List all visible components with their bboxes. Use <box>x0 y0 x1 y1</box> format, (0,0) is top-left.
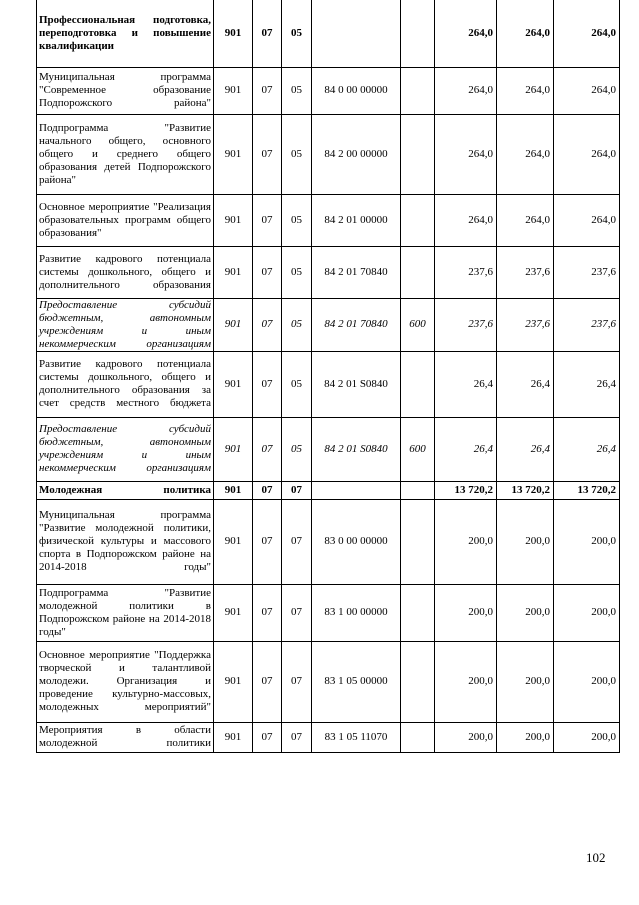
row-sum-1-cell: 264,0 <box>435 114 497 194</box>
row-sum-2-cell: 200,0 <box>497 584 554 641</box>
row-csr-cell: 83 1 05 00000 <box>312 641 401 722</box>
table-row <box>37 246 620 298</box>
row-csr-cell: 84 2 01 70840 <box>312 246 401 298</box>
row-sum-3-cell: 13 720,2 <box>554 481 620 499</box>
row-sum-1-cell: 237,6 <box>435 246 497 298</box>
row-razdel-cell: 07 <box>253 641 282 722</box>
table-row <box>37 641 620 722</box>
row-name-cell: Муниципальная программа "Современное образование Подпорожского района" <box>37 67 214 114</box>
row-sum-2-cell: 200,0 <box>497 722 554 752</box>
row-vr-cell <box>401 194 435 246</box>
row-sum-3-cell: 26,4 <box>554 417 620 481</box>
row-podrazdel-cell: 05 <box>282 194 312 246</box>
row-vr-cell <box>401 67 435 114</box>
row-sum-2-cell: 237,6 <box>497 298 554 351</box>
row-razdel-cell: 07 <box>253 298 282 351</box>
row-podrazdel-cell: 05 <box>282 0 312 67</box>
row-csr-cell <box>312 0 401 67</box>
row-razdel-cell: 07 <box>253 246 282 298</box>
row-csr-cell: 84 2 01 70840 <box>312 298 401 351</box>
row-name-cell: Предоставление субсидий бюджетным, автономным учреждениям и иным некоммерческим организациям <box>37 298 214 351</box>
row-sum-2-cell: 264,0 <box>497 0 554 67</box>
row-sum-1-cell: 200,0 <box>435 722 497 752</box>
row-razdel-cell: 07 <box>253 417 282 481</box>
row-podrazdel-cell: 07 <box>282 481 312 499</box>
row-razdel-cell: 07 <box>253 67 282 114</box>
table-row <box>37 351 620 417</box>
row-ved-cell: 901 <box>214 499 253 584</box>
row-sum-2-cell: 237,6 <box>497 246 554 298</box>
row-csr-cell: 84 2 01 S0840 <box>312 351 401 417</box>
row-csr-cell: 83 1 05 11070 <box>312 722 401 752</box>
row-name-cell: Муниципальная программа "Развитие молодежной политики, физической культуры и массового спорта в Подпорожском районе на 2014-2018 годы" <box>37 499 214 584</box>
row-csr-cell <box>312 481 401 499</box>
row-podrazdel-cell: 05 <box>282 351 312 417</box>
table-row <box>37 114 620 194</box>
row-vr-cell <box>401 722 435 752</box>
table-row <box>37 481 620 499</box>
row-sum-1-cell: 237,6 <box>435 298 497 351</box>
row-razdel-cell: 07 <box>253 584 282 641</box>
row-podrazdel-cell: 05 <box>282 298 312 351</box>
row-name-cell: Подпрограмма "Развитие начального общего, основного общего и среднего общего образования детей Подпорожского района" <box>37 114 214 194</box>
table-body <box>37 0 620 752</box>
row-name-cell: Профессиональная подготовка, переподготовка и повышение квалификации <box>37 0 214 67</box>
row-razdel-cell: 07 <box>253 194 282 246</box>
row-sum-3-cell: 264,0 <box>554 67 620 114</box>
budget-table <box>36 0 620 753</box>
row-sum-3-cell: 200,0 <box>554 499 620 584</box>
row-sum-3-cell: 237,6 <box>554 298 620 351</box>
row-sum-3-cell: 200,0 <box>554 641 620 722</box>
row-sum-2-cell: 13 720,2 <box>497 481 554 499</box>
row-vr-cell <box>401 481 435 499</box>
row-sum-1-cell: 200,0 <box>435 499 497 584</box>
row-sum-1-cell: 264,0 <box>435 67 497 114</box>
row-sum-3-cell: 264,0 <box>554 194 620 246</box>
row-vr-cell: 600 <box>401 417 435 481</box>
row-ved-cell: 901 <box>214 481 253 499</box>
row-sum-3-cell: 264,0 <box>554 114 620 194</box>
row-name-cell: Подпрограмма "Развитие молодежной политики в Подпорожском районе на 2014-2018 годы" <box>37 584 214 641</box>
row-vr-cell: 600 <box>401 298 435 351</box>
row-ved-cell: 901 <box>214 0 253 67</box>
row-podrazdel-cell: 05 <box>282 114 312 194</box>
row-sum-1-cell: 200,0 <box>435 641 497 722</box>
row-razdel-cell: 07 <box>253 114 282 194</box>
row-name-cell: Основное мероприятие "Поддержка творческой и талантливой молодежи. Организация и проведение культурно-массовых, молодежных мероприятий" <box>37 641 214 722</box>
row-csr-cell: 84 2 01 S0840 <box>312 417 401 481</box>
table-row <box>37 499 620 584</box>
row-sum-2-cell: 26,4 <box>497 351 554 417</box>
row-podrazdel-cell: 07 <box>282 722 312 752</box>
row-sum-3-cell: 264,0 <box>554 0 620 67</box>
row-vr-cell <box>401 351 435 417</box>
row-csr-cell: 84 0 00 00000 <box>312 67 401 114</box>
row-vr-cell <box>401 641 435 722</box>
row-vr-cell <box>401 584 435 641</box>
row-sum-1-cell: 264,0 <box>435 0 497 67</box>
row-ved-cell: 901 <box>214 722 253 752</box>
table-row <box>37 0 620 67</box>
budget-table-container <box>36 0 619 753</box>
row-razdel-cell: 07 <box>253 722 282 752</box>
table-row <box>37 67 620 114</box>
row-sum-1-cell: 26,4 <box>435 351 497 417</box>
row-vr-cell <box>401 114 435 194</box>
row-csr-cell: 83 1 00 00000 <box>312 584 401 641</box>
row-razdel-cell: 07 <box>253 499 282 584</box>
row-sum-1-cell: 26,4 <box>435 417 497 481</box>
row-ved-cell: 901 <box>214 351 253 417</box>
row-sum-3-cell: 200,0 <box>554 722 620 752</box>
row-ved-cell: 901 <box>214 67 253 114</box>
row-ved-cell: 901 <box>214 246 253 298</box>
table-row <box>37 298 620 351</box>
row-sum-3-cell: 200,0 <box>554 584 620 641</box>
row-name-cell: Развитие кадрового потенциала системы дошкольного, общего и дополнительного образования <box>37 246 214 298</box>
row-razdel-cell: 07 <box>253 0 282 67</box>
table-row <box>37 417 620 481</box>
row-name-cell: Мероприятия в области молодежной политики <box>37 722 214 752</box>
table-row <box>37 584 620 641</box>
row-sum-2-cell: 200,0 <box>497 641 554 722</box>
row-ved-cell: 901 <box>214 114 253 194</box>
row-podrazdel-cell: 07 <box>282 584 312 641</box>
row-name-cell: Основное мероприятие "Реализация образовательных программ общего образования" <box>37 194 214 246</box>
row-sum-2-cell: 26,4 <box>497 417 554 481</box>
row-sum-1-cell: 13 720,2 <box>435 481 497 499</box>
row-sum-2-cell: 264,0 <box>497 67 554 114</box>
row-sum-1-cell: 264,0 <box>435 194 497 246</box>
row-ved-cell: 901 <box>214 298 253 351</box>
row-sum-3-cell: 26,4 <box>554 351 620 417</box>
row-podrazdel-cell: 05 <box>282 417 312 481</box>
row-sum-1-cell: 200,0 <box>435 584 497 641</box>
row-ved-cell: 901 <box>214 194 253 246</box>
row-razdel-cell: 07 <box>253 351 282 417</box>
row-sum-2-cell: 200,0 <box>497 499 554 584</box>
row-vr-cell <box>401 0 435 67</box>
row-podrazdel-cell: 05 <box>282 246 312 298</box>
row-ved-cell: 901 <box>214 641 253 722</box>
row-podrazdel-cell: 07 <box>282 499 312 584</box>
row-ved-cell: 901 <box>214 417 253 481</box>
row-podrazdel-cell: 07 <box>282 641 312 722</box>
row-sum-2-cell: 264,0 <box>497 194 554 246</box>
row-vr-cell <box>401 246 435 298</box>
row-name-cell: Молодежная политика <box>37 481 214 499</box>
table-row <box>37 194 620 246</box>
row-name-cell: Предоставление субсидий бюджетным, автономным учреждениям и иным некоммерческим организациям <box>37 417 214 481</box>
row-ved-cell: 901 <box>214 584 253 641</box>
row-podrazdel-cell: 05 <box>282 67 312 114</box>
page-number: 102 <box>586 850 606 865</box>
row-csr-cell: 83 0 00 00000 <box>312 499 401 584</box>
row-vr-cell <box>401 499 435 584</box>
row-name-cell: Развитие кадрового потенциала системы дошкольного, общего и дополнительного образования за счет средств местного бюджета <box>37 351 214 417</box>
table-row <box>37 722 620 752</box>
row-razdel-cell: 07 <box>253 481 282 499</box>
row-sum-3-cell: 237,6 <box>554 246 620 298</box>
row-sum-2-cell: 264,0 <box>497 114 554 194</box>
row-csr-cell: 84 2 00 00000 <box>312 114 401 194</box>
row-csr-cell: 84 2 01 00000 <box>312 194 401 246</box>
